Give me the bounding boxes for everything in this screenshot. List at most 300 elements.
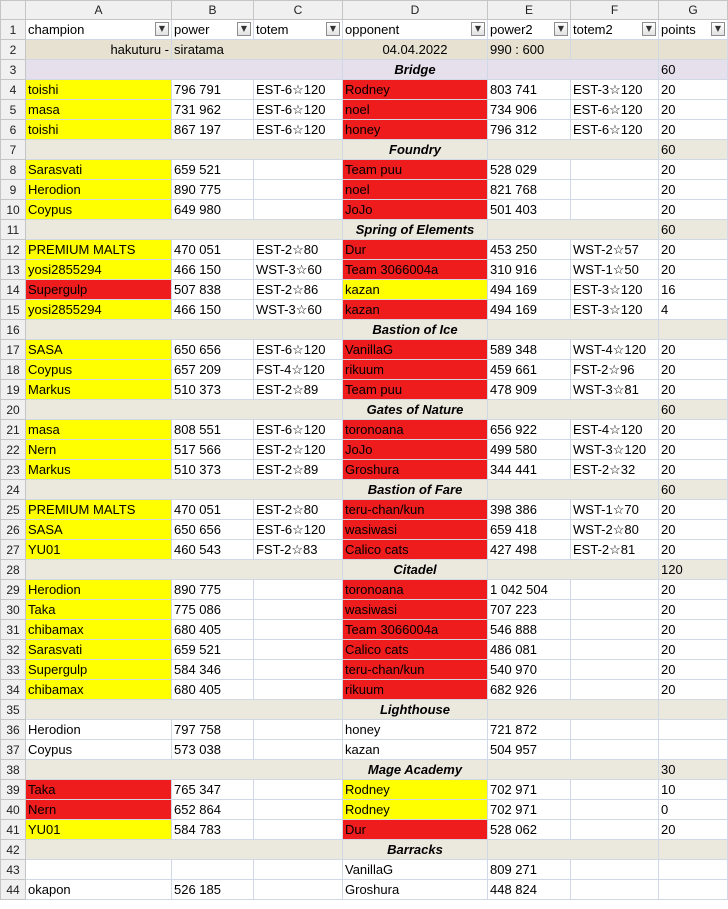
totem2-cell[interactable]: EST-6☆120 — [571, 120, 659, 140]
totem-cell[interactable] — [254, 720, 343, 740]
column-header-c[interactable]: C — [254, 1, 343, 20]
champion-cell[interactable]: SASA — [26, 520, 172, 540]
opponent-cell[interactable]: Team puu — [343, 380, 488, 400]
opponent-cell[interactable]: Rodney — [343, 780, 488, 800]
opponent-cell[interactable]: toronoana — [343, 580, 488, 600]
row-header[interactable]: 37 — [1, 740, 26, 760]
power2-cell[interactable]: 504 957 — [488, 740, 571, 760]
totem2-cell[interactable]: EST-3☆120 — [571, 300, 659, 320]
section-spacer[interactable] — [488, 840, 659, 860]
totem2-cell[interactable]: WST-4☆120 — [571, 340, 659, 360]
totem2-cell[interactable]: WST-2☆57 — [571, 240, 659, 260]
column-header-f[interactable]: F — [571, 1, 659, 20]
champion-cell[interactable]: Coypus — [26, 740, 172, 760]
power-cell[interactable]: 650 656 — [172, 520, 254, 540]
team-cell[interactable]: hakuturu - — [26, 40, 172, 60]
champion-cell[interactable]: Coypus — [26, 360, 172, 380]
row-header[interactable]: 44 — [1, 880, 26, 900]
section-spacer[interactable] — [488, 140, 659, 160]
points-cell[interactable]: 10 — [659, 780, 728, 800]
power-cell[interactable]: 510 373 — [172, 460, 254, 480]
totem2-cell[interactable] — [571, 620, 659, 640]
header-cell-totem[interactable] — [254, 20, 343, 40]
row-header[interactable]: 21 — [1, 420, 26, 440]
power-cell[interactable]: 775 086 — [172, 600, 254, 620]
opponent-cell[interactable]: honey — [343, 120, 488, 140]
totem-cell[interactable]: EST-6☆120 — [254, 420, 343, 440]
row-header[interactable]: 5 — [1, 100, 26, 120]
totem-cell[interactable]: EST-6☆120 — [254, 100, 343, 120]
section-spacer[interactable] — [26, 840, 343, 860]
header-cell-points[interactable] — [659, 20, 728, 40]
section-points[interactable]: 60 — [659, 140, 728, 160]
header-cell-power[interactable] — [172, 20, 254, 40]
totem2-cell[interactable]: FST-2☆96 — [571, 360, 659, 380]
power2-cell[interactable]: 448 824 — [488, 880, 571, 900]
champion-cell[interactable]: SASA — [26, 340, 172, 360]
row-header[interactable]: 35 — [1, 700, 26, 720]
champion-cell[interactable]: yosi2855294 — [26, 260, 172, 280]
opponent-cell[interactable]: honey — [343, 720, 488, 740]
power2-cell[interactable]: 656 922 — [488, 420, 571, 440]
filter-dropdown-icon[interactable]: ▼ — [642, 22, 656, 36]
opponent-cell[interactable]: Rodney — [343, 80, 488, 100]
champion-cell[interactable]: YU01 — [26, 820, 172, 840]
power-cell[interactable]: 460 543 — [172, 540, 254, 560]
champion-cell[interactable]: chibamax — [26, 680, 172, 700]
points-cell[interactable]: 20 — [659, 660, 728, 680]
champion-cell[interactable] — [26, 860, 172, 880]
totem-cell[interactable]: EST-6☆120 — [254, 120, 343, 140]
power2-cell[interactable]: 499 580 — [488, 440, 571, 460]
section-spacer[interactable] — [488, 60, 659, 80]
opponent-cell[interactable]: kazan — [343, 740, 488, 760]
champion-cell[interactable]: Supergulp — [26, 280, 172, 300]
points-cell[interactable] — [659, 720, 728, 740]
totem2-cell[interactable]: EST-2☆32 — [571, 460, 659, 480]
power-cell[interactable]: 466 150 — [172, 300, 254, 320]
power2-cell[interactable]: 707 223 — [488, 600, 571, 620]
row-header[interactable]: 6 — [1, 120, 26, 140]
opponent-cell[interactable]: toronoana — [343, 420, 488, 440]
opponent-cell[interactable]: noel — [343, 180, 488, 200]
totem2-cell[interactable]: EST-4☆120 — [571, 420, 659, 440]
power-cell[interactable]: 470 051 — [172, 500, 254, 520]
points-cell[interactable]: 20 — [659, 580, 728, 600]
opponent-cell[interactable]: Team 3066004a — [343, 620, 488, 640]
totem2-cell[interactable]: EST-6☆120 — [571, 100, 659, 120]
totem2-cell[interactable] — [571, 780, 659, 800]
section-points[interactable]: 120 — [659, 560, 728, 580]
section-title[interactable]: Bastion of Ice — [343, 320, 488, 340]
row-header[interactable]: 14 — [1, 280, 26, 300]
totem-cell[interactable]: EST-2☆89 — [254, 460, 343, 480]
power-cell[interactable] — [172, 860, 254, 880]
totem-cell[interactable]: EST-2☆89 — [254, 380, 343, 400]
champion-cell[interactable]: Coypus — [26, 200, 172, 220]
champion-cell[interactable]: yosi2855294 — [26, 300, 172, 320]
section-title[interactable]: Spring of Elements — [343, 220, 488, 240]
row-header[interactable]: 29 — [1, 580, 26, 600]
totem-cell[interactable] — [254, 680, 343, 700]
champion-cell[interactable]: Supergulp — [26, 660, 172, 680]
power2-cell[interactable]: 528 062 — [488, 820, 571, 840]
opponent-cell[interactable]: wasiwasi — [343, 600, 488, 620]
column-header-g[interactable]: G — [659, 1, 728, 20]
section-title[interactable]: Lighthouse — [343, 700, 488, 720]
section-spacer[interactable] — [26, 400, 343, 420]
power2-cell[interactable]: 398 386 — [488, 500, 571, 520]
section-points[interactable] — [659, 840, 728, 860]
opponent-cell[interactable]: Calico cats — [343, 540, 488, 560]
filter-dropdown-icon[interactable]: ▼ — [155, 22, 169, 36]
champion-cell[interactable]: Markus — [26, 460, 172, 480]
points-cell[interactable]: 20 — [659, 120, 728, 140]
champion-cell[interactable]: Taka — [26, 600, 172, 620]
totem-cell[interactable]: EST-6☆120 — [254, 520, 343, 540]
opponent-cell[interactable]: Dur — [343, 240, 488, 260]
row-header[interactable]: 23 — [1, 460, 26, 480]
section-spacer[interactable] — [26, 560, 343, 580]
row-header[interactable]: 25 — [1, 500, 26, 520]
champion-cell[interactable]: Herodion — [26, 580, 172, 600]
champion-cell[interactable]: YU01 — [26, 540, 172, 560]
champion-cell[interactable]: PREMIUM MALTS — [26, 500, 172, 520]
section-title[interactable]: Barracks — [343, 840, 488, 860]
opponent-cell[interactable]: wasiwasi — [343, 520, 488, 540]
section-spacer[interactable] — [488, 700, 659, 720]
section-spacer[interactable] — [26, 480, 343, 500]
row-header[interactable]: 34 — [1, 680, 26, 700]
power-cell[interactable]: 649 980 — [172, 200, 254, 220]
points-cell[interactable]: 20 — [659, 100, 728, 120]
totem-cell[interactable] — [254, 200, 343, 220]
row-header[interactable]: 26 — [1, 520, 26, 540]
filter-dropdown-icon[interactable]: ▼ — [711, 22, 725, 36]
section-points[interactable]: 30 — [659, 760, 728, 780]
opponent-cell[interactable]: Groshura — [343, 880, 488, 900]
section-spacer[interactable] — [26, 760, 343, 780]
totem2-cell[interactable]: WST-2☆80 — [571, 520, 659, 540]
opponent-cell[interactable]: Rodney — [343, 800, 488, 820]
totem-cell[interactable] — [254, 640, 343, 660]
power2-cell[interactable]: 702 971 — [488, 800, 571, 820]
totem2-cell[interactable]: WST-1☆50 — [571, 260, 659, 280]
champion-cell[interactable]: chibamax — [26, 620, 172, 640]
power-cell[interactable]: 796 791 — [172, 80, 254, 100]
champion-cell[interactable]: Nern — [26, 800, 172, 820]
champion-cell[interactable]: Sarasvati — [26, 640, 172, 660]
row-header[interactable]: 40 — [1, 800, 26, 820]
power2-cell[interactable]: 659 418 — [488, 520, 571, 540]
row-header[interactable]: 3 — [1, 60, 26, 80]
points-cell[interactable] — [659, 860, 728, 880]
power2-cell[interactable]: 540 970 — [488, 660, 571, 680]
row-header[interactable]: 17 — [1, 340, 26, 360]
totem-cell[interactable] — [254, 880, 343, 900]
row-header[interactable]: 38 — [1, 760, 26, 780]
row-header[interactable]: 42 — [1, 840, 26, 860]
opponent-cell[interactable]: rikuum — [343, 680, 488, 700]
totem2-cell[interactable] — [571, 680, 659, 700]
power-cell[interactable]: 650 656 — [172, 340, 254, 360]
column-header-b[interactable]: B — [172, 1, 254, 20]
points-cell[interactable]: 20 — [659, 340, 728, 360]
totem-cell[interactable]: FST-4☆120 — [254, 360, 343, 380]
row-header[interactable]: 36 — [1, 720, 26, 740]
totem2-cell[interactable]: EST-3☆120 — [571, 280, 659, 300]
champion-cell[interactable]: toishi — [26, 80, 172, 100]
points-cell[interactable]: 20 — [659, 240, 728, 260]
points-cell[interactable]: 20 — [659, 80, 728, 100]
row-header[interactable]: 43 — [1, 860, 26, 880]
row-header[interactable]: 12 — [1, 240, 26, 260]
power-cell[interactable]: 657 209 — [172, 360, 254, 380]
cell-g[interactable] — [659, 40, 728, 60]
totem-cell[interactable] — [254, 780, 343, 800]
section-title[interactable]: Foundry — [343, 140, 488, 160]
row-header[interactable]: 13 — [1, 260, 26, 280]
points-cell[interactable]: 20 — [659, 440, 728, 460]
power2-cell[interactable]: 427 498 — [488, 540, 571, 560]
power2-cell[interactable]: 501 403 — [488, 200, 571, 220]
totem2-cell[interactable]: WST-1☆70 — [571, 500, 659, 520]
power2-cell[interactable]: 734 906 — [488, 100, 571, 120]
points-cell[interactable]: 20 — [659, 540, 728, 560]
totem2-cell[interactable]: WST-3☆81 — [571, 380, 659, 400]
power-cell[interactable]: 507 838 — [172, 280, 254, 300]
opponent-cell[interactable]: Team 3066004a — [343, 260, 488, 280]
totem2-cell[interactable] — [571, 860, 659, 880]
opponent-cell[interactable]: Calico cats — [343, 640, 488, 660]
opponent-cell[interactable]: JoJo — [343, 200, 488, 220]
points-cell[interactable]: 20 — [659, 160, 728, 180]
points-cell[interactable]: 20 — [659, 260, 728, 280]
power-cell[interactable]: 517 566 — [172, 440, 254, 460]
section-points[interactable]: 60 — [659, 220, 728, 240]
power-cell[interactable]: 680 405 — [172, 620, 254, 640]
totem-cell[interactable]: EST-6☆120 — [254, 80, 343, 100]
totem-cell[interactable] — [254, 180, 343, 200]
opponent-team-cell[interactable]: siratama — [172, 40, 343, 60]
section-title[interactable]: Bastion of Fare — [343, 480, 488, 500]
power-cell[interactable]: 808 551 — [172, 420, 254, 440]
totem2-cell[interactable] — [571, 740, 659, 760]
opponent-cell[interactable]: Team puu — [343, 160, 488, 180]
totem-cell[interactable]: EST-2☆80 — [254, 500, 343, 520]
power-cell[interactable]: 510 373 — [172, 380, 254, 400]
points-cell[interactable]: 20 — [659, 360, 728, 380]
totem2-cell[interactable] — [571, 160, 659, 180]
totem-cell[interactable] — [254, 160, 343, 180]
row-header[interactable]: 8 — [1, 160, 26, 180]
filter-dropdown-icon[interactable]: ▼ — [554, 22, 568, 36]
row-header[interactable]: 16 — [1, 320, 26, 340]
power2-cell[interactable]: 478 909 — [488, 380, 571, 400]
row-header[interactable]: 28 — [1, 560, 26, 580]
points-cell[interactable]: 16 — [659, 280, 728, 300]
opponent-cell[interactable]: Groshura — [343, 460, 488, 480]
champion-cell[interactable]: masa — [26, 420, 172, 440]
section-spacer[interactable] — [26, 140, 343, 160]
row-header[interactable]: 20 — [1, 400, 26, 420]
power-cell[interactable]: 573 038 — [172, 740, 254, 760]
header-cell-opponent[interactable] — [343, 20, 488, 40]
points-cell[interactable]: 20 — [659, 620, 728, 640]
row-header[interactable]: 41 — [1, 820, 26, 840]
row-header[interactable]: 1 — [1, 20, 26, 40]
power2-cell[interactable]: 796 312 — [488, 120, 571, 140]
power-cell[interactable]: 466 150 — [172, 260, 254, 280]
section-points[interactable]: 60 — [659, 400, 728, 420]
champion-cell[interactable]: Sarasvati — [26, 160, 172, 180]
power2-cell[interactable]: 803 741 — [488, 80, 571, 100]
power-cell[interactable]: 765 347 — [172, 780, 254, 800]
champion-cell[interactable]: Nern — [26, 440, 172, 460]
points-cell[interactable]: 20 — [659, 180, 728, 200]
totem2-cell[interactable] — [571, 580, 659, 600]
power2-cell[interactable]: 702 971 — [488, 780, 571, 800]
power2-cell[interactable]: 809 271 — [488, 860, 571, 880]
row-header[interactable]: 2 — [1, 40, 26, 60]
power-cell[interactable]: 584 783 — [172, 820, 254, 840]
power-cell[interactable]: 680 405 — [172, 680, 254, 700]
opponent-cell[interactable]: Dur — [343, 820, 488, 840]
row-header[interactable]: 7 — [1, 140, 26, 160]
section-spacer[interactable] — [488, 220, 659, 240]
totem-cell[interactable] — [254, 580, 343, 600]
row-header[interactable]: 4 — [1, 80, 26, 100]
points-cell[interactable]: 0 — [659, 800, 728, 820]
row-header[interactable]: 27 — [1, 540, 26, 560]
section-title[interactable]: Mage Academy — [343, 760, 488, 780]
totem-cell[interactable] — [254, 600, 343, 620]
header-cell-champion[interactable] — [26, 20, 172, 40]
totem-cell[interactable]: FST-2☆83 — [254, 540, 343, 560]
column-header-d[interactable]: D — [343, 1, 488, 20]
row-header[interactable]: 32 — [1, 640, 26, 660]
row-header[interactable]: 10 — [1, 200, 26, 220]
opponent-cell[interactable]: kazan — [343, 280, 488, 300]
totem-cell[interactable] — [254, 800, 343, 820]
power2-cell[interactable]: 1 042 504 — [488, 580, 571, 600]
opponent-cell[interactable]: VanillaG — [343, 340, 488, 360]
opponent-cell[interactable]: VanillaG — [343, 860, 488, 880]
opponent-cell[interactable]: kazan — [343, 300, 488, 320]
section-title[interactable]: Gates of Nature — [343, 400, 488, 420]
totem2-cell[interactable] — [571, 820, 659, 840]
totem2-cell[interactable] — [571, 800, 659, 820]
power-cell[interactable]: 731 962 — [172, 100, 254, 120]
section-spacer[interactable] — [488, 320, 659, 340]
row-header[interactable]: 19 — [1, 380, 26, 400]
opponent-cell[interactable]: teru-chan/kun — [343, 500, 488, 520]
points-cell[interactable]: 20 — [659, 600, 728, 620]
power-cell[interactable]: 890 775 — [172, 580, 254, 600]
filter-dropdown-icon[interactable]: ▼ — [471, 22, 485, 36]
power-cell[interactable]: 890 775 — [172, 180, 254, 200]
totem2-cell[interactable] — [571, 880, 659, 900]
totem2-cell[interactable] — [571, 640, 659, 660]
power2-cell[interactable]: 459 661 — [488, 360, 571, 380]
row-header[interactable]: 39 — [1, 780, 26, 800]
section-spacer[interactable] — [488, 560, 659, 580]
champion-cell[interactable]: PREMIUM MALTS — [26, 240, 172, 260]
points-cell[interactable] — [659, 740, 728, 760]
power2-cell[interactable]: 494 169 — [488, 280, 571, 300]
points-cell[interactable]: 20 — [659, 200, 728, 220]
cell-f[interactable] — [571, 40, 659, 60]
row-header[interactable]: 30 — [1, 600, 26, 620]
power2-cell[interactable]: 528 029 — [488, 160, 571, 180]
power2-cell[interactable]: 310 916 — [488, 260, 571, 280]
champion-cell[interactable]: Taka — [26, 780, 172, 800]
power2-cell[interactable]: 344 441 — [488, 460, 571, 480]
totem-cell[interactable] — [254, 820, 343, 840]
column-header-e[interactable]: E — [488, 1, 571, 20]
opponent-cell[interactable]: rikuum — [343, 360, 488, 380]
power2-cell[interactable]: 589 348 — [488, 340, 571, 360]
row-header[interactable]: 24 — [1, 480, 26, 500]
header-cell-power2[interactable] — [488, 20, 571, 40]
champion-cell[interactable]: masa — [26, 100, 172, 120]
points-cell[interactable]: 20 — [659, 500, 728, 520]
totem-cell[interactable]: EST-2☆86 — [254, 280, 343, 300]
row-header[interactable]: 15 — [1, 300, 26, 320]
points-cell[interactable]: 20 — [659, 640, 728, 660]
champion-cell[interactable]: toishi — [26, 120, 172, 140]
totem2-cell[interactable] — [571, 660, 659, 680]
power2-cell[interactable]: 821 768 — [488, 180, 571, 200]
points-cell[interactable]: 20 — [659, 820, 728, 840]
section-spacer[interactable] — [26, 220, 343, 240]
opponent-cell[interactable]: teru-chan/kun — [343, 660, 488, 680]
opponent-cell[interactable]: JoJo — [343, 440, 488, 460]
points-cell[interactable] — [659, 880, 728, 900]
points-cell[interactable]: 4 — [659, 300, 728, 320]
filter-dropdown-icon[interactable]: ▼ — [326, 22, 340, 36]
filter-dropdown-icon[interactable]: ▼ — [237, 22, 251, 36]
section-points[interactable] — [659, 320, 728, 340]
column-header-a[interactable]: A — [26, 1, 172, 20]
score-cell[interactable]: 990 : 600 — [488, 40, 571, 60]
totem-cell[interactable] — [254, 660, 343, 680]
totem-cell[interactable] — [254, 740, 343, 760]
totem2-cell[interactable]: EST-3☆120 — [571, 80, 659, 100]
points-cell[interactable]: 20 — [659, 380, 728, 400]
totem-cell[interactable]: WST-3☆60 — [254, 260, 343, 280]
section-points[interactable]: 60 — [659, 480, 728, 500]
totem-cell[interactable] — [254, 860, 343, 880]
power-cell[interactable]: 659 521 — [172, 160, 254, 180]
section-title[interactable]: Citadel — [343, 560, 488, 580]
totem-cell[interactable]: EST-2☆120 — [254, 440, 343, 460]
totem2-cell[interactable] — [571, 600, 659, 620]
row-header[interactable]: 33 — [1, 660, 26, 680]
points-cell[interactable]: 20 — [659, 680, 728, 700]
power-cell[interactable]: 470 051 — [172, 240, 254, 260]
select-all-corner[interactable] — [1, 1, 26, 20]
champion-cell[interactable]: okapon — [26, 880, 172, 900]
power2-cell[interactable]: 682 926 — [488, 680, 571, 700]
power-cell[interactable]: 584 346 — [172, 660, 254, 680]
section-spacer[interactable] — [26, 700, 343, 720]
row-header[interactable]: 18 — [1, 360, 26, 380]
power2-cell[interactable]: 486 081 — [488, 640, 571, 660]
power-cell[interactable]: 526 185 — [172, 880, 254, 900]
totem-cell[interactable]: EST-2☆80 — [254, 240, 343, 260]
row-header[interactable]: 11 — [1, 220, 26, 240]
